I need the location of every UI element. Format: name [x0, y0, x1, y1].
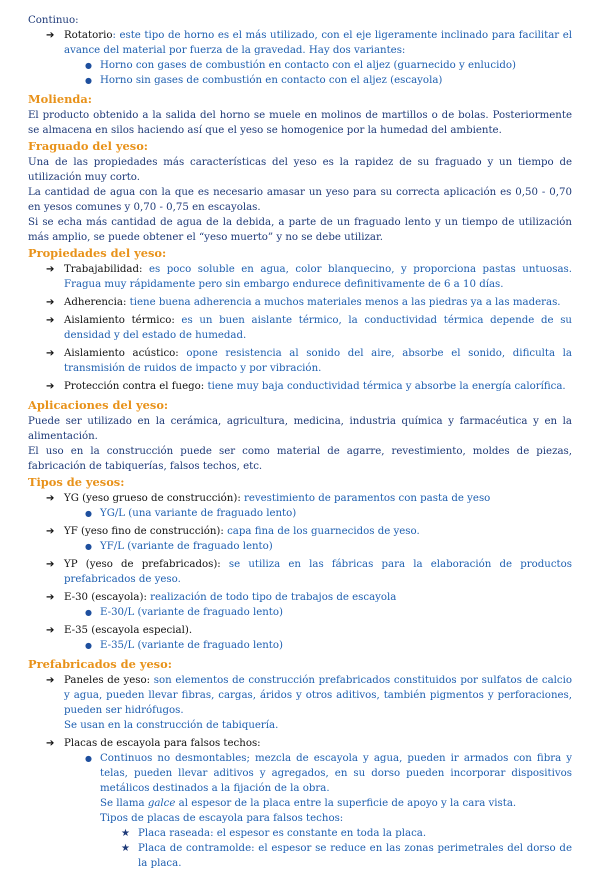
- tipo-desc: capa fina de los guarnecidos de yeso.: [223, 526, 420, 537]
- list-item: [28, 524, 572, 554]
- tipos-placas-text: Tipos de placas de escayola para falsos techos:: [100, 813, 344, 824]
- galce-post: al espesor de la placa entre la superficie de apoyo y la cara vista.: [175, 798, 517, 809]
- dot-bullet-icon: ●: [85, 641, 92, 650]
- fraguado-p1: Una de las propiedades más características del yeso es la rapidez de su fraguado y un tiempo de utilización muy corto.: [28, 157, 572, 183]
- property-term: Aislamiento acústico:: [64, 348, 179, 359]
- arrow-bullet-icon: ➔: [46, 264, 55, 275]
- placas-label: Placas de escayola para falsos techos:: [64, 738, 261, 749]
- paneles-note: Se usan en la construcción de tabiquería.: [64, 720, 279, 731]
- rotatorio-term: Rotatorio: [64, 30, 113, 41]
- tipo-variant-list: [28, 539, 572, 554]
- property-term: Trabajabilidad:: [64, 264, 143, 275]
- list-item: [28, 295, 572, 310]
- tipo-variant: E-30/L (variante de fraguado lento): [100, 607, 283, 618]
- arrow-bullet-icon: ➔: [46, 738, 55, 749]
- tipo-desc: se utiliza en las fábricas para la elaboración de productos prefabricados de yeso.: [64, 559, 572, 585]
- arrow-bullet-icon: ➔: [46, 348, 55, 359]
- list-item: [28, 539, 572, 554]
- tipo-term: YP (yeso de prefabricados):: [64, 559, 221, 570]
- arrow-bullet-icon: ➔: [46, 30, 55, 41]
- section-heading-fraguado: Fraguado del yeso:: [28, 139, 149, 153]
- dot-bullet-icon: ●: [85, 754, 92, 763]
- tipo-term: YG (yeso grueso de construcción):: [64, 493, 241, 504]
- list-item: [28, 73, 572, 88]
- continuo-intro: Continuo:: [28, 15, 79, 26]
- tipo-term: YF (yeso fino de construcción):: [64, 526, 224, 537]
- arrow-bullet-icon: ➔: [46, 381, 55, 392]
- dot-bullet-icon: ●: [85, 509, 92, 518]
- section-heading-propiedades: Propiedades del yeso:: [28, 246, 167, 260]
- section-heading-aplicaciones: Aplicaciones del yeso:: [28, 398, 169, 412]
- star-bullet-icon: ★: [121, 843, 130, 854]
- list-item: [28, 262, 572, 292]
- list-item: [28, 841, 572, 871]
- paneles-desc: son elementos de construcción prefabricados constituidos por sulfatos de calcio y agua, pueden llevar fibras, cargas, áridos y otros aditivos, también pigmentos y perforaciones, pueden ser hidrófugos.: [64, 675, 572, 716]
- list-item: [28, 346, 572, 376]
- list-item: [28, 751, 572, 796]
- list-item: [28, 638, 572, 653]
- list-item: [28, 28, 572, 88]
- list-item: [28, 673, 572, 733]
- arrow-bullet-icon: ➔: [46, 297, 55, 308]
- aplicaciones-p2: El uso en la construcción puede ser como material de agarre, revestimiento, moldes de piezas, fabricación de tabiquerías, falsos techos, etc.: [28, 446, 572, 472]
- tipo-variant: YG/L (una variante de fraguado lento): [100, 508, 297, 519]
- tipo-variant-list: [28, 605, 572, 620]
- list-item: [28, 623, 572, 653]
- list-item: [28, 506, 572, 521]
- list-item: [28, 313, 572, 343]
- list-item: [28, 826, 572, 841]
- property-desc: tiene buena adherencia a muchos materiales menos a las piedras ya a las maderas.: [126, 297, 561, 308]
- arrow-bullet-icon: ➔: [46, 559, 55, 570]
- arrow-bullet-icon: ➔: [46, 526, 55, 537]
- property-term: Aislamiento térmico:: [64, 315, 175, 326]
- rotatorio-text: : este tipo de horno es el más utilizado, con el eje ligeramente inclinado para facilitar el avance del material por fuerza de la gravedad. Hay dos variantes:: [64, 30, 572, 56]
- list-item: [28, 58, 572, 73]
- aplicaciones-p1: Puede ser utilizado en la cerámica, agricultura, medicina, industria química y farmacéutica y en la alimentación.: [28, 416, 572, 442]
- arrow-bullet-icon: ➔: [46, 315, 55, 326]
- tipo-variant: E-35/L (variante de fraguado lento): [100, 640, 283, 651]
- property-desc: opone resistencia al sonido del aire, absorbe el sonido, dificulta la transmisión de ruidos de impacto y por vibración.: [64, 348, 573, 374]
- tipos-placas-label: [28, 811, 572, 826]
- dot-bullet-icon: ●: [85, 608, 92, 617]
- paneles-term: Paneles de yeso:: [64, 675, 151, 686]
- section-heading-molienda: Molienda:: [28, 92, 92, 106]
- property-term: Adherencia:: [64, 297, 127, 308]
- continuos-text: Continuos no desmontables; mezcla de escayola y agua, pueden ir armados con fibra y telas, pueden llevar aditivos y agregados, en su dorso pueden incorporar dispositivos metálicos destinados a la fijación de la obra.: [100, 753, 572, 794]
- tipo-term: E-30 (escayola):: [64, 592, 147, 603]
- tipo-term: E-35 (escayola especial).: [64, 625, 193, 636]
- variant-text: Horno con gases de combustión en contacto con el aljez (guarnecido y enlucido): [100, 60, 516, 71]
- tipo-variant-list: [28, 506, 572, 521]
- list-item: [28, 605, 572, 620]
- list-item: [28, 491, 572, 521]
- dot-bullet-icon: ●: [85, 76, 92, 85]
- fraguado-p3: Si se echa más cantidad de agua de la debida, a parte de un fraguado lento y un tiempo de utilización más amplio, se puede obtener el “yeso muerto” y no se debe utilizar.: [28, 217, 572, 243]
- star-bullet-icon: ★: [121, 828, 130, 839]
- section-heading-tipos: Tipos de yesos:: [28, 475, 125, 489]
- list-item: [28, 557, 572, 587]
- galce-word: galce: [147, 798, 176, 809]
- placa-type: Placa raseada: el espesor es constante en toda la placa.: [138, 828, 427, 839]
- property-desc: tiene muy baja conductividad térmica y absorbe la energía calorífica.: [204, 381, 566, 392]
- variant-text: Horno sin gases de combustión en contacto con el aljez (escayola): [100, 75, 443, 86]
- tipos-list: [28, 491, 572, 653]
- placas-list: [28, 751, 572, 796]
- fraguado-p2: La cantidad de agua con la que es necesario amasar un yeso para su correcta aplicación es 0,50 - 0,70 en yesos comunes y 0,70 - 0,75 en escayolas.: [28, 187, 572, 213]
- arrow-bullet-icon: ➔: [46, 675, 55, 686]
- variants-list: [28, 58, 572, 88]
- dot-bullet-icon: ●: [85, 61, 92, 70]
- continuo-list: [28, 28, 572, 88]
- molienda-text: El producto obtenido a la salida del horno se muele en molinos de martillos o de bolas. Posteriormente se almacena en silos haciendo así que el yeso se homogenice por la humedad del ambiente.: [28, 110, 572, 136]
- arrow-bullet-icon: ➔: [46, 625, 55, 636]
- galce-pre: Se llama: [100, 798, 148, 809]
- list-item: [28, 590, 572, 620]
- list-item: [28, 379, 572, 394]
- property-desc: es poco soluble en agua, color blanquecino, y proporciona pastas untuosas. Fragua muy rápidamente pero sin embargo endurece definitivamente de 6 a 10 días.: [64, 264, 572, 290]
- propiedades-list: [28, 262, 572, 394]
- property-desc: es un buen aislante térmico, la conductividad térmica depende de su densidad y del estado de humedad.: [64, 315, 572, 341]
- tipo-variant-list: [28, 638, 572, 653]
- tipo-desc: realización de todo tipo de trabajos de escayola: [146, 592, 397, 603]
- tipos-placas-list: [28, 826, 572, 871]
- section-heading-prefabricados: Prefabricados de yeso:: [28, 657, 172, 671]
- arrow-bullet-icon: ➔: [46, 493, 55, 504]
- tipo-desc: revestimiento de paramentos con pasta de yeso: [240, 493, 491, 504]
- list-item: [28, 736, 572, 871]
- placa-type: Placa de contramolde: el espesor se reduce en las zonas perimetrales del dorso de la placa.: [138, 843, 572, 869]
- arrow-bullet-icon: ➔: [46, 592, 55, 603]
- galce-line: [28, 796, 572, 811]
- tipo-variant: YF/L (variante de fraguado lento): [100, 541, 273, 552]
- property-term: Protección contra el fuego:: [64, 381, 205, 392]
- dot-bullet-icon: ●: [85, 542, 92, 551]
- prefabricados-list: [28, 673, 572, 871]
